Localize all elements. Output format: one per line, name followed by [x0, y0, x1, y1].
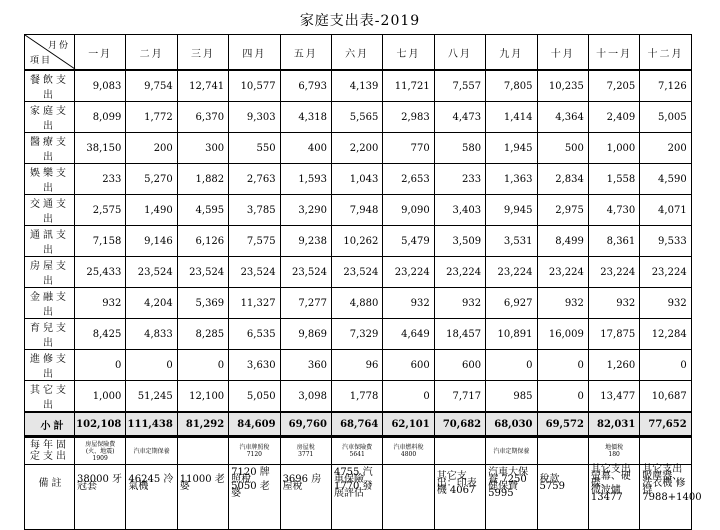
fixed-expenses-row	[25, 438, 692, 465]
fixed-expenses-table	[24, 437, 692, 465]
table-cell: 96	[331, 350, 382, 381]
table-cell: 0	[126, 350, 177, 381]
table-cell: 9,083	[75, 70, 126, 102]
table-cell: 985	[486, 381, 537, 413]
table-cell: 7,158	[75, 226, 126, 257]
table-cell: 4,880	[331, 288, 382, 319]
fixed-expense-cell	[434, 438, 485, 465]
table-cell: 23,524	[280, 257, 331, 288]
table-cell: 18,457	[434, 319, 485, 350]
table-cell: 7,575	[229, 226, 280, 257]
table-cell: 3,630	[229, 350, 280, 381]
month-header: 三月	[177, 35, 228, 71]
month-header: 十月	[537, 35, 588, 71]
table-cell: 200	[640, 133, 691, 164]
table-cell: 2,763	[229, 164, 280, 195]
note-cell: 7120 牌照稅 5050 老婆	[229, 436, 280, 530]
table-cell: 23,224	[640, 257, 691, 288]
table-cell: 233	[75, 164, 126, 195]
month-header: 二月	[126, 35, 177, 71]
fixed-expense-cell: 汽車保險費 5641	[331, 438, 382, 465]
table-cell: 1,000	[588, 133, 639, 164]
table-cell: 3,403	[434, 195, 485, 226]
note-cell: 4755 汽車保險 1770 發展評估	[331, 436, 382, 530]
table-cell: 4,833	[126, 319, 177, 350]
table-cell: 8,099	[75, 102, 126, 133]
table-cell: 6,370	[177, 102, 228, 133]
row-label: 房屋支出	[25, 257, 75, 288]
table-cell: 8,285	[177, 319, 228, 350]
row-label: 娛樂支出	[25, 164, 75, 195]
fixed-expense-cell: 房屋保險費 (火、地震) 1909	[75, 438, 126, 465]
table-cell: 11,721	[383, 70, 434, 102]
table-cell: 10,262	[331, 226, 382, 257]
table-cell: 2,975	[537, 195, 588, 226]
subtotal-cell: 62,101	[383, 412, 434, 436]
table-cell: 580	[434, 133, 485, 164]
table-cell: 0	[177, 350, 228, 381]
subtotal-cell: 84,609	[229, 412, 280, 436]
table-corner-header	[25, 35, 75, 71]
table-cell: 12,284	[640, 319, 691, 350]
table-cell: 2,575	[75, 195, 126, 226]
table-cell: 23,224	[434, 257, 485, 288]
table-cell: 400	[280, 133, 331, 164]
table-cell: 5,565	[331, 102, 382, 133]
table-cell: 1,778	[331, 381, 382, 413]
row-label: 金融支出	[25, 288, 75, 319]
table-cell: 0	[486, 350, 537, 381]
table-cell: 9,869	[280, 319, 331, 350]
table-cell: 1,558	[588, 164, 639, 195]
table-cell: 23,524	[177, 257, 228, 288]
table-cell: 16,009	[537, 319, 588, 350]
table-cell: 4,595	[177, 195, 228, 226]
subtotal-cell: 70,682	[434, 412, 485, 436]
subtotal-cell: 77,652	[640, 412, 691, 436]
table-cell: 3,290	[280, 195, 331, 226]
table-cell: 200	[126, 133, 177, 164]
subtotal-cell: 68,764	[331, 412, 382, 436]
subtotal-cell: 102,108	[75, 412, 126, 436]
table-cell: 23,224	[383, 257, 434, 288]
table-cell: 4,204	[126, 288, 177, 319]
table-cell: 9,533	[640, 226, 691, 257]
month-header: 十二月	[640, 35, 691, 71]
month-header: 七月	[383, 35, 434, 71]
table-cell: 4,139	[331, 70, 382, 102]
table-cell: 600	[383, 350, 434, 381]
note-cell: 11000 老婆	[177, 436, 228, 530]
row-label: 其它支出	[25, 381, 75, 413]
table-cell: 23,224	[588, 257, 639, 288]
table-cell: 1,882	[177, 164, 228, 195]
table-cell: 4,730	[588, 195, 639, 226]
table-row	[25, 288, 692, 319]
note-cell: 其它支出 吸塵器、洗衣機 修得 7988+1400	[640, 436, 691, 530]
table-cell: 5,270	[126, 164, 177, 195]
fixed-expense-cell	[537, 438, 588, 465]
table-cell: 12,100	[177, 381, 228, 413]
table-cell: 1,593	[280, 164, 331, 195]
table-cell: 7,329	[331, 319, 382, 350]
table-cell: 1,043	[331, 164, 382, 195]
row-label: 醫療支出	[25, 133, 75, 164]
table-cell: 11,327	[229, 288, 280, 319]
subtotal-cell: 69,760	[280, 412, 331, 436]
table-row	[25, 257, 692, 288]
month-header: 五月	[280, 35, 331, 71]
table-cell: 7,717	[434, 381, 485, 413]
table-cell: 1,000	[75, 381, 126, 413]
table-row	[25, 226, 692, 257]
table-cell: 0	[640, 350, 691, 381]
table-cell: 1,945	[486, 133, 537, 164]
table-cell: 23,524	[331, 257, 382, 288]
table-cell: 5,479	[383, 226, 434, 257]
table-cell: 9,754	[126, 70, 177, 102]
fixed-expenses-label: 每年固定支出	[25, 438, 75, 465]
table-cell: 4,649	[383, 319, 434, 350]
table-cell: 0	[537, 381, 588, 413]
table-cell: 7,126	[640, 70, 691, 102]
table-cell: 2,983	[383, 102, 434, 133]
table-row	[25, 70, 692, 102]
table-cell: 3,098	[280, 381, 331, 413]
month-header: 一月	[75, 35, 126, 71]
corner-label-item: 項目	[30, 56, 53, 66]
month-header: 四月	[229, 35, 280, 71]
table-cell: 9,090	[383, 195, 434, 226]
table-cell: 8,361	[588, 226, 639, 257]
table-cell: 1,363	[486, 164, 537, 195]
table-row	[25, 350, 692, 381]
table-cell: 10,235	[537, 70, 588, 102]
table-cell: 4,318	[280, 102, 331, 133]
table-cell: 13,477	[588, 381, 639, 413]
table-cell: 7,948	[331, 195, 382, 226]
table-cell: 932	[434, 288, 485, 319]
table-cell: 7,277	[280, 288, 331, 319]
note-cell: 38000 牙冠套	[75, 436, 126, 530]
table-cell: 300	[177, 133, 228, 164]
table-cell: 23,524	[229, 257, 280, 288]
table-cell: 6,126	[177, 226, 228, 257]
row-label: 交通支出	[25, 195, 75, 226]
table-row	[25, 319, 692, 350]
table-cell: 7,205	[588, 70, 639, 102]
note-cell: 3696 房屋稅	[280, 436, 331, 530]
table-cell: 932	[588, 288, 639, 319]
table-cell: 4,071	[640, 195, 691, 226]
subtotal-label: 小計	[25, 412, 75, 436]
table-cell: 1,772	[126, 102, 177, 133]
table-cell: 770	[383, 133, 434, 164]
subtotal-cell: 82,031	[588, 412, 639, 436]
table-cell: 550	[229, 133, 280, 164]
table-cell: 4,473	[434, 102, 485, 133]
table-cell: 0	[383, 381, 434, 413]
fixed-expense-cell: 地價稅 180	[588, 438, 639, 465]
table-cell: 1,260	[588, 350, 639, 381]
fixed-expense-cell: 汽車定期保養	[486, 438, 537, 465]
corner-label-month: 月份	[47, 41, 70, 51]
table-cell: 6,793	[280, 70, 331, 102]
table-cell: 25,433	[75, 257, 126, 288]
note-cell: 汽車大保養 7250 健保費 5995	[486, 436, 537, 530]
table-cell: 6,535	[229, 319, 280, 350]
table-cell: 932	[75, 288, 126, 319]
table-cell: 38,150	[75, 133, 126, 164]
table-cell: 8,425	[75, 319, 126, 350]
fixed-expense-cell	[640, 438, 691, 465]
table-cell: 5,005	[640, 102, 691, 133]
table-cell: 10,891	[486, 319, 537, 350]
table-cell: 932	[537, 288, 588, 319]
table-row	[25, 102, 692, 133]
fixed-expense-cell	[177, 438, 228, 465]
table-cell: 10,687	[640, 381, 691, 413]
table-cell: 23,224	[486, 257, 537, 288]
table-cell: 12,741	[177, 70, 228, 102]
note-cell: 46245 冷氣機	[126, 436, 177, 530]
table-cell: 51,245	[126, 381, 177, 413]
table-row	[25, 133, 692, 164]
table-cell: 6,927	[486, 288, 537, 319]
table-cell: 17,875	[588, 319, 639, 350]
subtotal-cell: 69,572	[537, 412, 588, 436]
note-cell: 其它支出 螢幕、硬碟、 微波爐 13477	[588, 436, 639, 530]
table-cell: 360	[280, 350, 331, 381]
month-header: 六月	[331, 35, 382, 71]
note-cell: 其它支出：印表機 4067	[434, 436, 485, 530]
table-cell: 9,303	[229, 102, 280, 133]
table-cell: 1,414	[486, 102, 537, 133]
table-cell: 2,409	[588, 102, 639, 133]
table-cell: 23,224	[537, 257, 588, 288]
table-cell: 233	[434, 164, 485, 195]
row-label: 家庭支出	[25, 102, 75, 133]
table-cell: 932	[383, 288, 434, 319]
table-cell: 9,945	[486, 195, 537, 226]
note-cell: 稅款 5759	[537, 436, 588, 530]
table-cell: 3,509	[434, 226, 485, 257]
table-cell: 9,146	[126, 226, 177, 257]
notes-label: 備註	[25, 436, 75, 530]
subtotal-row	[25, 412, 692, 436]
table-cell: 7,557	[434, 70, 485, 102]
fixed-expense-cell: 房屋稅 3771	[280, 438, 331, 465]
table-cell: 4,364	[537, 102, 588, 133]
table-cell: 0	[75, 350, 126, 381]
table-row	[25, 195, 692, 226]
subtotal-cell: 81,292	[177, 412, 228, 436]
fixed-expense-cell: 汽車燃料稅 4800	[383, 438, 434, 465]
table-cell: 5,050	[229, 381, 280, 413]
row-label: 育兒支出	[25, 319, 75, 350]
table-cell: 500	[537, 133, 588, 164]
subtotal-cell: 68,030	[486, 412, 537, 436]
table-row	[25, 164, 692, 195]
table-cell: 10,577	[229, 70, 280, 102]
page-title: 家庭支出表-2019	[299, 13, 421, 29]
month-header: 九月	[486, 35, 537, 71]
table-cell: 23,524	[126, 257, 177, 288]
subtotal-cell: 111,438	[126, 412, 177, 436]
table-cell: 4,590	[640, 164, 691, 195]
table-cell: 932	[640, 288, 691, 319]
row-label: 餐飲支出	[25, 70, 75, 102]
row-label: 進修支出	[25, 350, 75, 381]
table-cell: 5,369	[177, 288, 228, 319]
row-label: 通訊支出	[25, 226, 75, 257]
table-cell: 1,490	[126, 195, 177, 226]
fixed-expense-cell: 汽車定期保養	[126, 438, 177, 465]
table-cell: 2,200	[331, 133, 382, 164]
month-header: 十一月	[588, 35, 639, 71]
table-cell: 9,238	[280, 226, 331, 257]
table-cell: 600	[434, 350, 485, 381]
month-header: 八月	[434, 35, 485, 71]
table-cell: 2,653	[383, 164, 434, 195]
table-cell: 7,805	[486, 70, 537, 102]
fixed-expense-cell: 汽車牌照稅 7120	[229, 438, 280, 465]
table-cell: 3,531	[486, 226, 537, 257]
table-cell: 3,785	[229, 195, 280, 226]
table-row	[25, 381, 692, 413]
table-cell: 2,834	[537, 164, 588, 195]
table-cell: 0	[537, 350, 588, 381]
table-cell: 8,499	[537, 226, 588, 257]
